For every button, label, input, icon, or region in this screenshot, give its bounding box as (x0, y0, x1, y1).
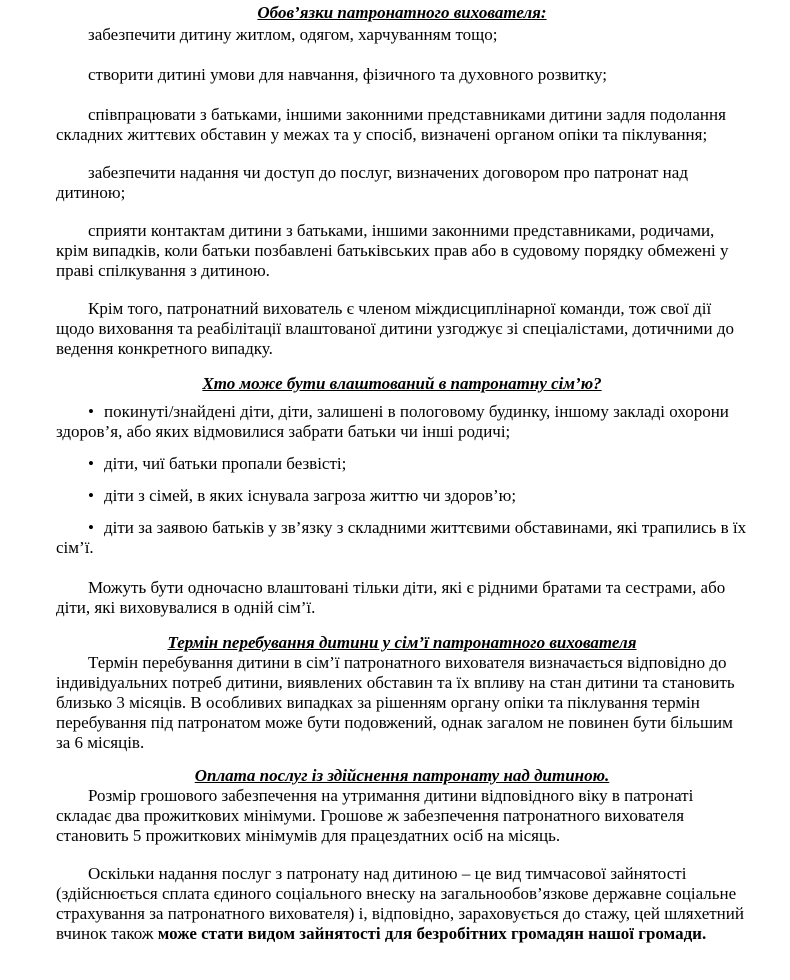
duty-item: створити дитині умови для навчання, фізичного та духовного розвитку; (88, 65, 607, 84)
placement-item (56, 454, 748, 474)
employment-text: Оскільки надання послуг з патронату над дитиною – це вид тимчасової зайнятості (здійснюється сплата єдиного соціального внеску на загальнообов’язкове державне соціальне страхування за патронатного вихователя) і, відповідно, зараховується до стажу, цей шляхетний вчинок також (56, 864, 744, 943)
duration-heading: Термін перебування дитини у сім’ї патронатного вихователя (167, 633, 637, 652)
document-page (56, 2, 748, 944)
duty-item: співпрацювати з батьками, іншими законними представниками дитини задля подолання складних життєвих обставин у межах та у спосіб, визначені органом опіки та піклування; (56, 105, 726, 144)
siblings-note: Можуть бути одночасно влаштовані тільки діти, які є рідними братами та сестрами, або діти, які виховувалися в одній сім’ї. (56, 578, 726, 617)
bullet: • (88, 518, 94, 537)
placement-item-text: діти, чиї батьки пропали безвісті; (104, 454, 347, 473)
bullet: • (88, 454, 94, 473)
bullet: • (88, 402, 94, 421)
placement-item-text: діти за заявою батьків у зв’язку з складними життєвими обставинами, які трапились в їх сім’ї. (56, 518, 747, 557)
placement-item (56, 486, 748, 506)
team-paragraph: Крім того, патронатний вихователь є членом міждисциплінарної команди, тож свої дії щодо виховання та реабілітації влаштованої дитини узгоджує зі спеціалістами, дотичними до ведення конкретного випадку. (56, 299, 734, 358)
placement-heading: Хто може бути влаштований в патронатну сім’ю? (202, 374, 602, 393)
duration-paragraph: Термін перебування дитини в сім’ї патронатного вихователя визначається відповідно до індивідуальних потреб дитини, виявлених обставин та їх впливу на стан дитини та становить близько 3 місяців. В особливих випадках за рішенням органу опіки та піклування термін перебування під патронатом може бути подовжений, однак загалом не повинен бути більшим за 6 місяців. (56, 653, 735, 752)
payment-heading: Оплата послуг із здійснення патронату над дитиною. (194, 766, 610, 785)
duty-item: сприяти контактам дитини з батьками, іншими законними представниками, родичами, крім випадків, коли батьки позбавлені батьківських прав або в судовому порядку обмежені у праві спілкування з дитиною. (56, 221, 729, 280)
bullet: • (88, 486, 94, 505)
employment-paragraph (56, 864, 748, 944)
payment-paragraph: Розмір грошового забезпечення на утримання дитини відповідного віку в патронаті складає два прожиткових мінімуми. Грошове ж забезпечення патронатного вихователя становить 5 прожиткових мінімумів для працездатних осіб на місяць. (56, 786, 694, 845)
placement-item-text: діти з сімей, в яких існувала загроза життю чи здоров’ю; (104, 486, 517, 505)
placement-item-text: покинуті/знайдені діти, діти, залишені в пологовому будинку, іншому закладі охорони здоров’я, або яких відмовилися забрати батьки чи інші родичі; (56, 402, 729, 441)
duty-item: забезпечити дитину житлом, одягом, харчуванням тощо; (88, 25, 498, 44)
placement-item (56, 518, 748, 558)
employment-highlight: може стати видом зайнятості для безробітних громадян нашої громади. (157, 924, 707, 943)
placement-item (56, 402, 748, 442)
duty-item: забезпечити надання чи доступ до послуг, визначених договором про патронат над дитиною; (56, 163, 688, 202)
duties-heading: Обов’язки патронатного вихователя: (257, 3, 547, 22)
